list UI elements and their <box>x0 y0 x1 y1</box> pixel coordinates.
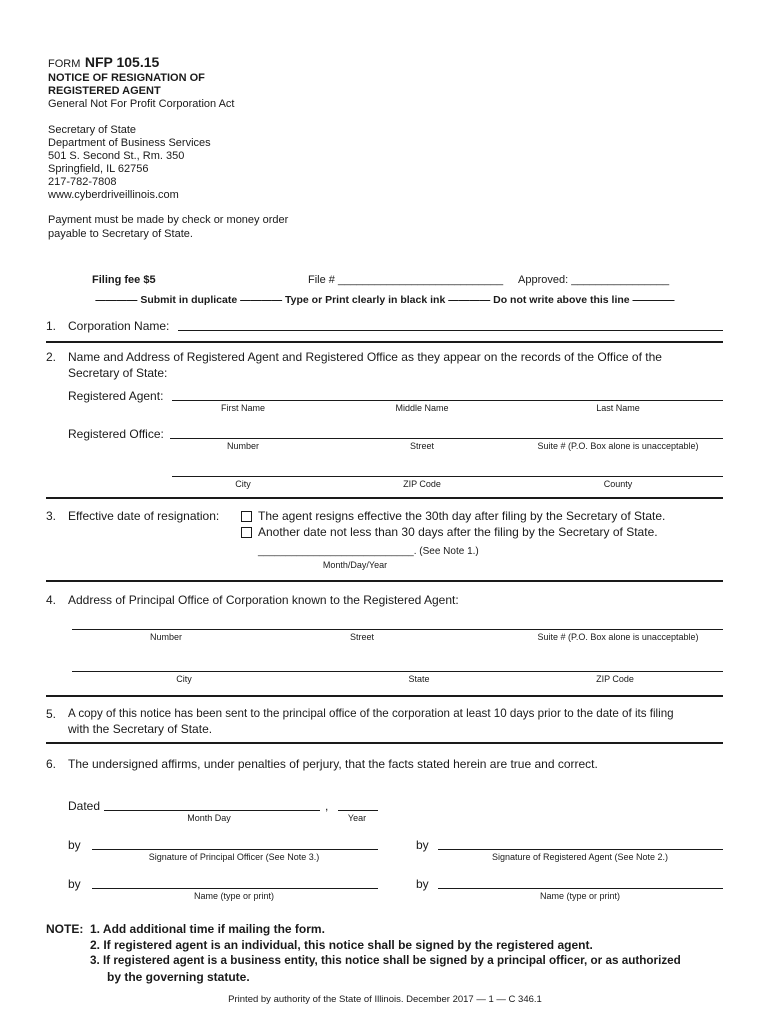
option-30-day-label: The agent resigns effective the 30th day after filing by the Secretary of State. <box>258 509 666 523</box>
principal-office-label: Address of Principal Office of Corporation known to the Registered Agent: <box>68 593 459 607</box>
divider-1 <box>46 341 723 343</box>
form-title <box>48 54 159 72</box>
dated-month-day-field[interactable] <box>104 810 320 811</box>
form-number: NFP 105.15 <box>84 54 160 70</box>
principal-office-city-field[interactable] <box>72 671 723 672</box>
item5-number: 5. <box>46 707 57 721</box>
principal-street-caption: Street <box>349 632 375 642</box>
address-line-6: www.cyberdriveillinois.com <box>48 189 179 201</box>
month-day-caption: Month Day <box>187 813 231 823</box>
address-line-3: 501 S. Second St., Rm. 350 <box>48 150 185 162</box>
by-label-4: by <box>416 877 429 891</box>
item2-text-line2: Secretary of State: <box>68 366 168 380</box>
item2-number: 2. <box>46 350 57 364</box>
option-another-date-checkbox[interactable] <box>241 527 252 538</box>
payment-note-line2: payable to Secretary of State. <box>48 228 193 240</box>
principal-suite-caption: Suite # (P.O. Box alone is unacceptable) <box>537 632 699 642</box>
divider-4 <box>46 695 723 697</box>
principal-office-street-field[interactable] <box>72 629 723 630</box>
note-1: 1. Add additional time if mailing the form. <box>90 922 325 936</box>
registered-agent-name-field[interactable] <box>438 888 723 889</box>
divider-3 <box>46 580 723 582</box>
registered-agent-name-caption: Name (type or print) <box>539 891 621 901</box>
item4-number: 4. <box>46 593 57 607</box>
address-line-2: Department of Business Services <box>48 137 211 149</box>
form-heading-line2: REGISTERED AGENT <box>48 85 161 97</box>
act-name: General Not For Profit Corporation Act <box>48 98 235 110</box>
date-caption: Month/Day/Year <box>322 560 388 570</box>
office-number-caption: Number <box>226 441 260 451</box>
principal-state-caption: State <box>408 674 430 684</box>
affirmation-text: The undersigned affirms, under penalties of perjury, that the facts stated herein are true and correct. <box>68 757 598 771</box>
dated-year-field[interactable] <box>338 810 378 811</box>
registered-office-label: Registered Office: <box>68 427 164 441</box>
principal-officer-signature-field[interactable] <box>92 849 378 850</box>
option-30-day-checkbox[interactable] <box>241 511 252 522</box>
middle-name-caption: Middle Name <box>395 403 449 413</box>
principal-officer-name-field[interactable] <box>92 888 378 889</box>
form-heading-line1: NOTICE OF RESIGNATION OF <box>48 72 205 84</box>
note-3-line2: by the governing statute. <box>107 970 250 984</box>
office-county-caption: County <box>603 479 633 489</box>
note-label: NOTE: <box>46 922 84 936</box>
office-street-caption: Street <box>409 441 435 451</box>
by-label-1: by <box>68 838 81 852</box>
payment-note-line1: Payment must be made by check or money order <box>48 214 289 226</box>
principal-number-caption: Number <box>149 632 183 642</box>
item6-number: 6. <box>46 757 57 771</box>
filing-fee: Filing fee $5 <box>92 274 156 286</box>
principal-city-caption: City <box>176 674 192 684</box>
option-another-date-label: Another date not less than 30 days after the filing by the Secretary of State. <box>258 525 658 539</box>
by-label-2: by <box>416 838 429 852</box>
by-label-3: by <box>68 877 81 891</box>
corporation-name-label: Corporation Name: <box>68 319 170 333</box>
address-line-4: Springfield, IL 62756 <box>48 163 149 175</box>
note-2: 2. If registered agent is an individual, this notice shall be signed by the registered agent. <box>90 938 593 952</box>
address-line-5: 217-782-7808 <box>48 176 117 188</box>
approved-field: Approved: ________________ <box>518 274 670 286</box>
office-city-caption: City <box>235 479 251 489</box>
dated-comma: , <box>325 799 329 813</box>
registered-agent-label: Registered Agent: <box>68 389 164 403</box>
principal-zip-caption: ZIP Code <box>596 674 634 684</box>
footer-text: Printed by authority of the State of Illinois. December 2017 — 1 — C 346.1 <box>228 994 542 1005</box>
office-zip-caption: ZIP Code <box>403 479 441 489</box>
note-3-line1: 3. If registered agent is a business entity, this notice shall be signed by a principal officer, or as authorized <box>90 954 681 967</box>
last-name-caption: Last Name <box>596 403 640 413</box>
principal-officer-signature-caption: Signature of Principal Officer (See Note 3.) <box>148 852 320 862</box>
file-number-field: File # ___________________________ <box>308 274 504 286</box>
item2-text-line1: Name and Address of Registered Agent and Registered Office as they appear on the records of the Office of the <box>68 350 662 364</box>
principal-officer-name-caption: Name (type or print) <box>193 891 275 901</box>
address-line-1: Secretary of State <box>48 124 137 136</box>
registered-agent-field[interactable] <box>172 400 723 401</box>
corporation-name-field[interactable] <box>178 330 723 331</box>
first-name-caption: First Name <box>220 403 266 413</box>
item5-text-line2: with the Secretary of State. <box>68 722 213 736</box>
effective-date-field[interactable]: ____________________________. (See Note 1.) <box>258 546 479 557</box>
divider-2 <box>46 497 723 499</box>
registered-office-street-field[interactable] <box>170 438 723 439</box>
divider-5 <box>46 742 723 744</box>
registered-agent-signature-caption: Signature of Registered Agent (See Note 2.) <box>491 852 669 862</box>
effective-date-label: Effective date of resignation: <box>68 509 220 523</box>
year-caption: Year <box>347 813 367 823</box>
item1-number: 1. <box>46 319 57 333</box>
office-suite-caption: Suite # (P.O. Box alone is unacceptable) <box>537 441 699 451</box>
instructions-line: ———— Submit in duplicate ———— Type or Print clearly in black ink ———— Do not write above this line ———— <box>95 294 675 306</box>
dated-label: Dated <box>68 799 101 813</box>
registered-agent-signature-field[interactable] <box>438 849 723 850</box>
item5-text-line1: A copy of this notice has been sent to the principal office of the corporation at least 10 days prior to the date of its filing <box>68 707 674 720</box>
registered-office-city-field[interactable] <box>172 476 723 477</box>
form-prefix: FORM <box>48 58 81 70</box>
item3-number: 3. <box>46 509 57 523</box>
